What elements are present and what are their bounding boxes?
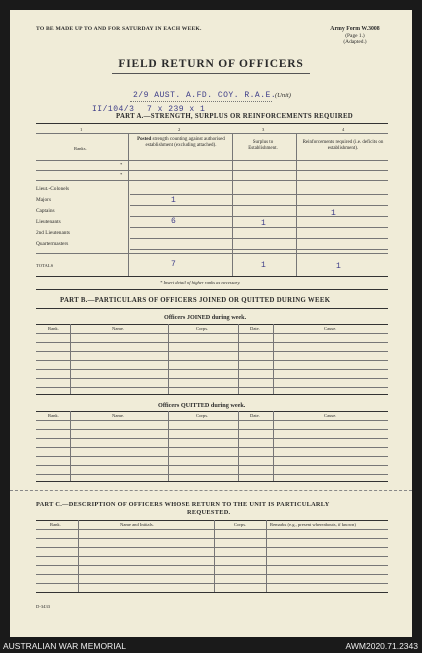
instruction-text: TO BE MADE UP TO AND FOR SATURDAY IN EACH WEEK. (36, 26, 202, 32)
col-number-rule (36, 133, 388, 134)
surplus-header: Surplus to Establishment. (248, 140, 278, 151)
part-b-title-rule (36, 308, 388, 309)
star-mark-1: * (120, 162, 123, 167)
part-a-footnote: * Insert detail of higher ranks as necessary. (160, 280, 241, 285)
part-c-row-rule (36, 556, 388, 557)
quitted-col-divider (238, 411, 239, 481)
header-bottom-rule (36, 160, 388, 161)
page-title: FIELD RETURN OF OFFICERS (118, 58, 304, 70)
part-c-header-rule (36, 529, 388, 530)
title-underline (112, 73, 310, 74)
joined-table-bottom (36, 394, 388, 395)
part-c-table-bottom (36, 592, 388, 593)
joined-row-rule (36, 378, 388, 379)
col-divider (128, 133, 129, 276)
quitted-header-rule (36, 420, 388, 421)
posted-header-bold: Posted (137, 137, 152, 142)
total-reinforcements: 1 (336, 262, 342, 271)
quitted-row-rule (36, 429, 388, 430)
quitted-title: Officers QUITTED during week. (158, 402, 246, 409)
part-a-top-rule (36, 123, 388, 124)
archive-footer (0, 640, 422, 653)
row-rule (36, 170, 388, 171)
row-rule (130, 216, 388, 217)
part-c-col-rank: Rank. (50, 522, 61, 527)
joined-col-corps: Corps. (196, 326, 209, 331)
part-c-row-rule (36, 538, 388, 539)
form-id: Army Form W.3008 (330, 26, 380, 32)
quitted-row-rule (36, 474, 388, 475)
joined-col-divider (273, 324, 274, 394)
row-rule (130, 227, 388, 228)
quitted-table-bottom (36, 481, 388, 482)
totals-label: TOTALS (36, 263, 54, 268)
joined-col-rank: Rank. (48, 326, 59, 331)
total-posted: 7 (171, 260, 177, 269)
col-number-3: 3 (262, 127, 265, 132)
row-rule (130, 249, 388, 250)
quitted-table-top (36, 411, 388, 412)
print-code: D-3433 (36, 604, 51, 609)
part-c-row-rule (36, 583, 388, 584)
col-number-4: 4 (342, 127, 345, 132)
row-rule (130, 194, 388, 195)
joined-col-divider (238, 324, 239, 394)
joined-col-divider (168, 324, 169, 394)
total-surplus: 1 (261, 261, 267, 270)
joined-col-cause: Cause. (324, 326, 337, 331)
col-number-1: 1 (80, 127, 83, 132)
col-divider (232, 133, 233, 276)
rank-lieut-colonels: Lieut.-Colonels (36, 186, 70, 192)
unit-label: (Unit) (275, 92, 291, 99)
part-c-col-remarks: Remarks (e.g., present whereabouts, if known) (270, 522, 356, 527)
joined-row-rule (36, 342, 388, 343)
part-c-col-divider (266, 520, 267, 592)
joined-table-top (36, 324, 388, 325)
part-b-title: PART B.—PARTICULARS OF OFFICERS JOINED OR QUITTED DURING WEEK (60, 297, 331, 304)
ref-left: II/104/3 (92, 105, 135, 114)
quitted-col-name: Name. (112, 413, 125, 418)
footer-institution: AUSTRALIAN WAR MEMORIAL (3, 641, 126, 651)
part-c-row-rule (36, 574, 388, 575)
part-a-bottom-rule (36, 276, 388, 277)
row-rule (36, 180, 388, 181)
col-divider (296, 133, 297, 276)
col-number-2: 2 (178, 127, 181, 132)
ref-right: 7 x 239 x 1 (147, 105, 206, 114)
quitted-col-divider (168, 411, 169, 481)
ranks-header: Ranks. (74, 146, 87, 151)
joined-col-divider (70, 324, 71, 394)
form-page-number: (Page 1.) (345, 32, 365, 39)
unit-typed: 2/9 AUST. A.FD. COY. R.A.E. (133, 91, 277, 100)
joined-row-rule (36, 360, 388, 361)
part-c-row-rule (36, 547, 388, 548)
reinforcements-captains: 1 (331, 209, 337, 218)
part-a-title: PART A.—STRENGTH, SURPLUS OR REINFORCEMENTS REQUIRED (116, 113, 353, 120)
reinforcements-header: Reinforcements required (i.e. deficits on establishment). (302, 140, 384, 151)
part-c-table-top (36, 520, 388, 521)
joined-row-rule (36, 387, 388, 388)
rank-quartermasters: Quartermasters (36, 241, 69, 247)
quitted-col-date: Date. (250, 413, 260, 418)
quitted-col-corps: Corps. (196, 413, 209, 418)
star-mark-2: * (120, 172, 123, 177)
rank-2nd-lieutenants: 2nd Lieutenants (36, 230, 70, 236)
part-c-title-line2: REQUESTED. (187, 509, 231, 516)
form-identifier (330, 26, 380, 46)
part-c-title-line1: PART C.—DESCRIPTION OF OFFICERS WHOSE RETURN TO THE UNIT IS PARTICULARLY (36, 501, 330, 508)
quitted-col-cause: Cause. (324, 413, 337, 418)
rank-captains: Captains (36, 208, 55, 214)
totals-top-rule (36, 253, 388, 254)
posted-majors: 1 (171, 196, 177, 205)
joined-row-rule (36, 351, 388, 352)
quitted-col-divider (273, 411, 274, 481)
surplus-lieutenants: 1 (261, 219, 267, 228)
rank-majors: Majors (36, 197, 52, 203)
posted-header-rest: strength counting against authorised establishment (excluding attached). (145, 137, 225, 148)
quitted-row-rule (36, 438, 388, 439)
rank-lieutenants: Lieutenants (36, 219, 61, 225)
quitted-col-rank: Rank. (48, 413, 59, 418)
posted-header (134, 137, 228, 148)
row-rule (130, 238, 388, 239)
posted-lieutenants: 6 (171, 217, 177, 226)
part-c-row-rule (36, 565, 388, 566)
quitted-row-rule (36, 465, 388, 466)
tear-line (10, 490, 412, 491)
quitted-row-rule (36, 456, 388, 457)
part-c-col-divider (214, 520, 215, 592)
part-c-col-name: Name and Initials. (120, 522, 154, 527)
joined-col-date: Date. (250, 326, 260, 331)
unit-dotted-line (130, 101, 272, 102)
part-c-col-corps: Corps. (234, 522, 247, 527)
joined-col-name: Name. (112, 326, 125, 331)
joined-header-rule (36, 333, 388, 334)
part-c-col-divider (78, 520, 79, 592)
joined-row-rule (36, 369, 388, 370)
quitted-row-rule (36, 447, 388, 448)
form-adapted: (Adapted.) (343, 39, 367, 45)
quitted-col-divider (70, 411, 71, 481)
footer-accession-number: AWM2020.71.2343 (345, 641, 418, 651)
part-b-top-rule (36, 289, 388, 290)
joined-title: Officers JOINED during week. (164, 314, 247, 321)
row-rule (130, 205, 388, 206)
